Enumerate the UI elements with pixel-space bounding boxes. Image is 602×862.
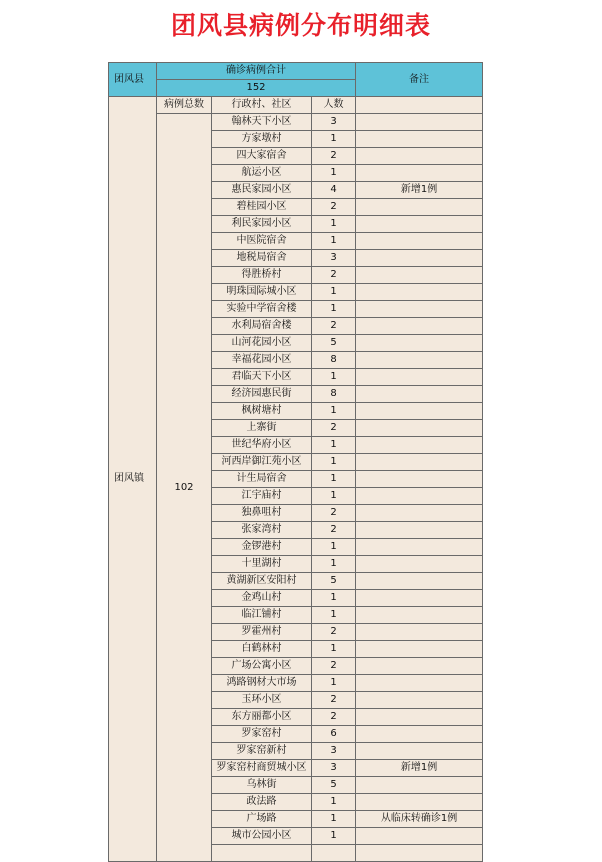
count-header: 人数 xyxy=(312,97,356,114)
place-name: 罗家窑村 xyxy=(212,726,312,743)
case-count: 1 xyxy=(312,369,356,386)
case-count: 1 xyxy=(312,284,356,301)
case-count: 1 xyxy=(312,556,356,573)
case-count: 2 xyxy=(312,658,356,675)
remark xyxy=(356,828,483,845)
place-name: 政法路 xyxy=(212,794,312,811)
place-name: 金鸡山村 xyxy=(212,590,312,607)
place-name: 十里湖村 xyxy=(212,556,312,573)
remark: 从临床转确诊1例 xyxy=(356,811,483,828)
town-total: 102 xyxy=(157,114,212,862)
remark xyxy=(356,114,483,131)
remark xyxy=(356,539,483,556)
place-name: 幸福花园小区 xyxy=(212,352,312,369)
case-count: 5 xyxy=(312,777,356,794)
remark-cell xyxy=(356,97,483,114)
place-name: 罗霍州村 xyxy=(212,624,312,641)
remark xyxy=(356,250,483,267)
remark xyxy=(356,437,483,454)
case-count: 2 xyxy=(312,199,356,216)
case-count: 3 xyxy=(312,743,356,760)
case-count: 3 xyxy=(312,250,356,267)
empty-cell xyxy=(212,845,312,862)
cases-total-header: 病例总数 xyxy=(157,97,212,114)
case-count: 1 xyxy=(312,794,356,811)
place-name: 独鼻咀村 xyxy=(212,505,312,522)
place-name: 水利局宿舍楼 xyxy=(212,318,312,335)
case-count: 5 xyxy=(312,573,356,590)
case-count: 2 xyxy=(312,505,356,522)
remark xyxy=(356,420,483,437)
case-count: 2 xyxy=(312,148,356,165)
village-header: 行政村、社区 xyxy=(212,97,312,114)
case-count: 8 xyxy=(312,352,356,369)
place-name: 江宇庙村 xyxy=(212,488,312,505)
place-name: 航运小区 xyxy=(212,165,312,182)
county-header: 团风县 xyxy=(109,63,157,97)
remark xyxy=(356,709,483,726)
remark xyxy=(356,522,483,539)
remark xyxy=(356,743,483,760)
remark xyxy=(356,471,483,488)
place-name: 临江铺村 xyxy=(212,607,312,624)
place-name: 世纪华府小区 xyxy=(212,437,312,454)
case-count: 2 xyxy=(312,709,356,726)
place-name: 翰林天下小区 xyxy=(212,114,312,131)
remark xyxy=(356,556,483,573)
place-name: 广场路 xyxy=(212,811,312,828)
place-name: 计生局宿舍 xyxy=(212,471,312,488)
place-name: 四大家宿舍 xyxy=(212,148,312,165)
place-name: 黄湖新区安阳村 xyxy=(212,573,312,590)
remark xyxy=(356,675,483,692)
case-count: 1 xyxy=(312,216,356,233)
case-count: 1 xyxy=(312,471,356,488)
place-name: 鸿路钢材大市场 xyxy=(212,675,312,692)
remark: 新增1例 xyxy=(356,182,483,199)
place-name: 乌林街 xyxy=(212,777,312,794)
case-count: 8 xyxy=(312,386,356,403)
case-count: 1 xyxy=(312,811,356,828)
remark xyxy=(356,131,483,148)
case-count: 2 xyxy=(312,522,356,539)
case-count: 1 xyxy=(312,607,356,624)
remark xyxy=(356,726,483,743)
empty-cell xyxy=(312,845,356,862)
case-count: 3 xyxy=(312,114,356,131)
remark xyxy=(356,386,483,403)
place-name: 罗家窑村商贸城小区 xyxy=(212,760,312,777)
case-count: 3 xyxy=(312,760,356,777)
table-row xyxy=(109,114,483,131)
case-count: 1 xyxy=(312,403,356,420)
place-name: 广场公寓小区 xyxy=(212,658,312,675)
case-count: 1 xyxy=(312,488,356,505)
place-name: 碧桂园小区 xyxy=(212,199,312,216)
case-count: 1 xyxy=(312,454,356,471)
case-count: 1 xyxy=(312,301,356,318)
place-name: 经济园惠民街 xyxy=(212,386,312,403)
case-count: 2 xyxy=(312,267,356,284)
place-name: 张家湾村 xyxy=(212,522,312,539)
empty-cell xyxy=(356,845,483,862)
remark xyxy=(356,607,483,624)
remark xyxy=(356,641,483,658)
case-count: 1 xyxy=(312,165,356,182)
case-count: 1 xyxy=(312,437,356,454)
remark xyxy=(356,403,483,420)
case-count: 1 xyxy=(312,539,356,556)
case-count: 1 xyxy=(312,675,356,692)
case-distribution-table xyxy=(108,62,483,862)
remark xyxy=(356,301,483,318)
place-name: 东方丽都小区 xyxy=(212,709,312,726)
town-name: 团风镇 xyxy=(109,97,157,862)
remark xyxy=(356,216,483,233)
case-count: 1 xyxy=(312,828,356,845)
remark xyxy=(356,165,483,182)
remark xyxy=(356,794,483,811)
remark xyxy=(356,624,483,641)
place-name: 实验中学宿舍楼 xyxy=(212,301,312,318)
remark xyxy=(356,199,483,216)
case-count: 2 xyxy=(312,420,356,437)
place-name: 中医院宿舍 xyxy=(212,233,312,250)
remark xyxy=(356,267,483,284)
case-count: 2 xyxy=(312,624,356,641)
place-name: 河西岸御江苑小区 xyxy=(212,454,312,471)
case-count: 1 xyxy=(312,233,356,250)
place-name: 明珠国际城小区 xyxy=(212,284,312,301)
place-name: 地税局宿舍 xyxy=(212,250,312,267)
remark xyxy=(356,148,483,165)
case-count: 1 xyxy=(312,641,356,658)
place-name: 山河花园小区 xyxy=(212,335,312,352)
remark xyxy=(356,505,483,522)
place-name: 玉环小区 xyxy=(212,692,312,709)
remark xyxy=(356,454,483,471)
place-name: 方家墩村 xyxy=(212,131,312,148)
case-count: 1 xyxy=(312,131,356,148)
remark xyxy=(356,335,483,352)
case-count: 2 xyxy=(312,318,356,335)
place-name: 白鹤林村 xyxy=(212,641,312,658)
remark xyxy=(356,777,483,794)
remark xyxy=(356,658,483,675)
remark xyxy=(356,590,483,607)
place-name: 惠民家园小区 xyxy=(212,182,312,199)
remark xyxy=(356,318,483,335)
remark xyxy=(356,233,483,250)
case-count: 5 xyxy=(312,335,356,352)
case-count: 2 xyxy=(312,692,356,709)
remark xyxy=(356,369,483,386)
remark xyxy=(356,284,483,301)
place-name: 得胜桥村 xyxy=(212,267,312,284)
remark xyxy=(356,488,483,505)
case-count: 1 xyxy=(312,590,356,607)
case-count: 4 xyxy=(312,182,356,199)
case-count: 6 xyxy=(312,726,356,743)
remark xyxy=(356,573,483,590)
place-name: 上寨街 xyxy=(212,420,312,437)
place-name: 城市公园小区 xyxy=(212,828,312,845)
remark: 新增1例 xyxy=(356,760,483,777)
place-name: 金锣港村 xyxy=(212,539,312,556)
remark-header: 备注 xyxy=(356,63,483,97)
place-name: 枫树塘村 xyxy=(212,403,312,420)
place-name: 利民家园小区 xyxy=(212,216,312,233)
page-title: 团风县病例分布明细表 xyxy=(170,11,431,40)
confirmed-total-value: 152 xyxy=(157,80,356,97)
remark xyxy=(356,692,483,709)
place-name: 君临天下小区 xyxy=(212,369,312,386)
place-name: 罗家窑新村 xyxy=(212,743,312,760)
confirmed-total-label: 确诊病例合计 xyxy=(157,63,356,80)
remark xyxy=(356,352,483,369)
